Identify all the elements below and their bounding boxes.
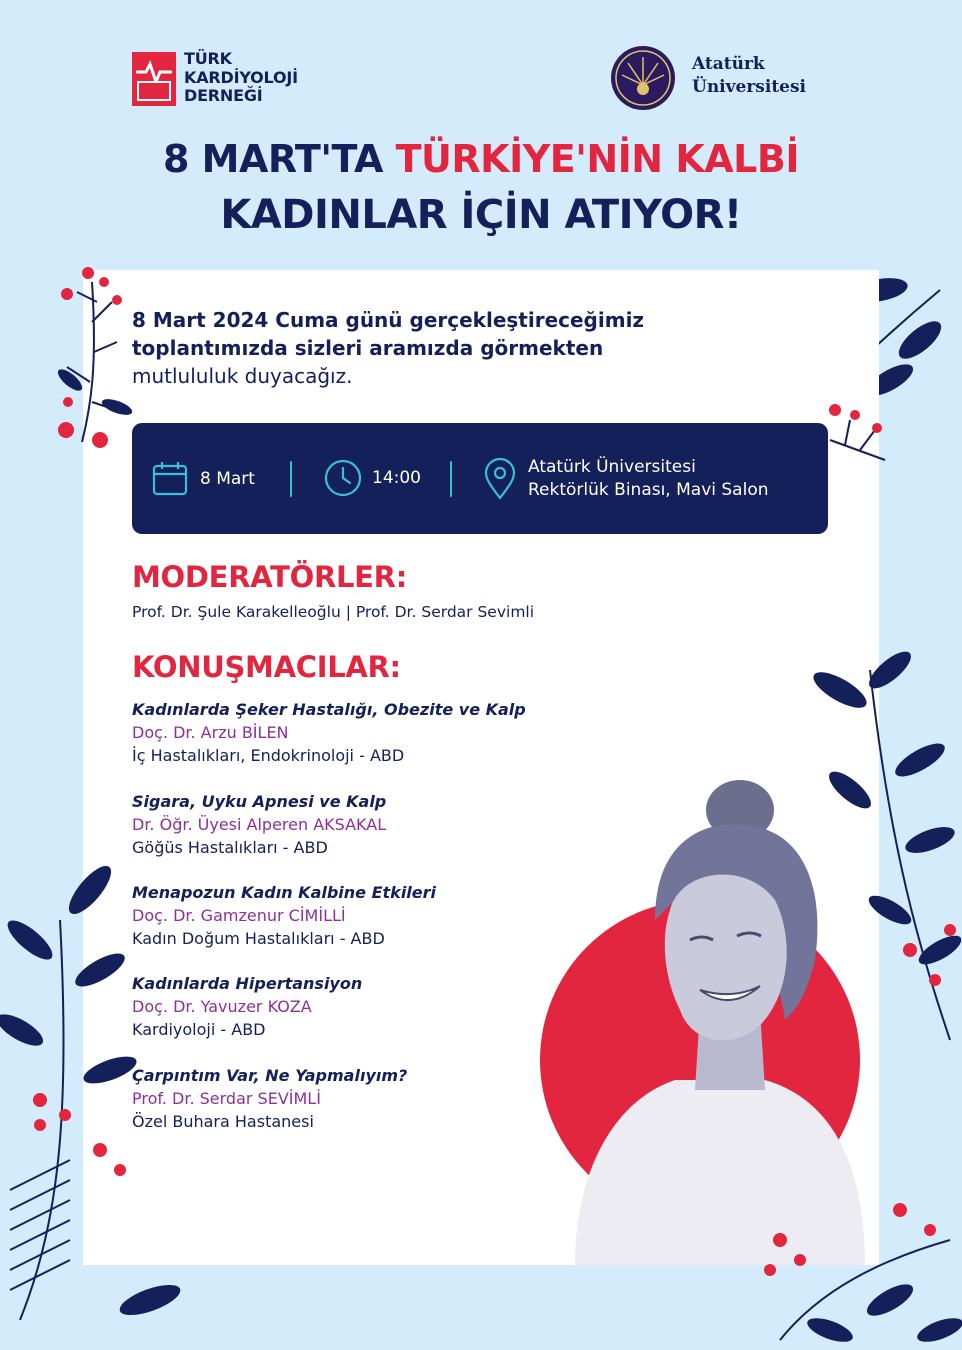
separator <box>450 461 452 497</box>
talk-item: Çarpıntım Var, Ne Yapmalıyım? Prof. Dr. Serdar SEVİMLİ Özel Buhara Hastanesi <box>132 1066 408 1131</box>
tkd-logo-text: TÜRK KARDİYOLOJİ DERNEĞİ <box>184 49 298 105</box>
ataturk-universitesi-logo <box>610 45 840 111</box>
moderators-title: MODERATÖRLER: <box>132 560 407 594</box>
talk-item: Menapozun Kadın Kalbine Etkileri Doç. Dr. Gamzenur CİMİLLİ Kadın Doğum Hastalıkları - ABD <box>132 883 437 948</box>
headline <box>0 132 962 244</box>
date-info: 8 Mart <box>152 461 255 497</box>
moderators-names: Prof. Dr. Şule Karakelleoğlu | Prof. Dr. Serdar Sevimli <box>132 603 535 621</box>
headline-line-1: 8 MART'TA TÜRKİYE'NİN KALBİ <box>162 137 799 181</box>
clock-icon <box>324 459 362 497</box>
location-info: Atatürk Üniversitesi Rektörlük Binası, Mavi Salon <box>484 456 769 502</box>
intro-text: 8 Mart 2024 Cuma günü gerçekleştireceğimiz toplantımızda sizleri aramızda görmekten mutlululuk duyacağız. <box>132 308 645 388</box>
location-pin-icon <box>484 458 516 500</box>
separator <box>290 461 292 497</box>
ataturk-universitesi-logo-text: Atatürk Üniversitesi <box>692 54 807 97</box>
university-seal-icon <box>610 45 676 111</box>
talk-item: Kadınlarda Hipertansiyon Doç. Dr. Yavuzer KOZA Kardiyoloji - ABD <box>132 974 363 1039</box>
talk-item: Kadınlarda Şeker Hastalığı, Obezite ve Kalp Doç. Dr. Arzu BİLEN İç Hastalıkları, Endokrinoloji - ABD <box>132 700 526 765</box>
calendar-icon <box>152 461 188 497</box>
event-info-bar <box>132 423 828 534</box>
turk-kardiyoloji-dernegi-logo <box>132 50 322 108</box>
talk-item: Sigara, Uyku Apnesi ve Kalp Dr. Öğr. Üyesi Alperen AKSAKAL Göğüs Hastalıkları - ABD <box>132 792 387 857</box>
heart-logo-icon <box>132 52 176 106</box>
berry-decoration-right-bottom <box>740 1180 962 1350</box>
leaf-decoration-left-bottom <box>0 860 200 1350</box>
berry-decoration-right-mid <box>825 400 895 470</box>
time-info: 14:00 <box>324 459 421 497</box>
headline-line-2: KADINLAR İÇİN ATIYOR! <box>220 192 742 238</box>
leaf-decoration-right-mid <box>800 650 962 1050</box>
speakers-title: KONUŞMACILAR: <box>132 650 401 684</box>
